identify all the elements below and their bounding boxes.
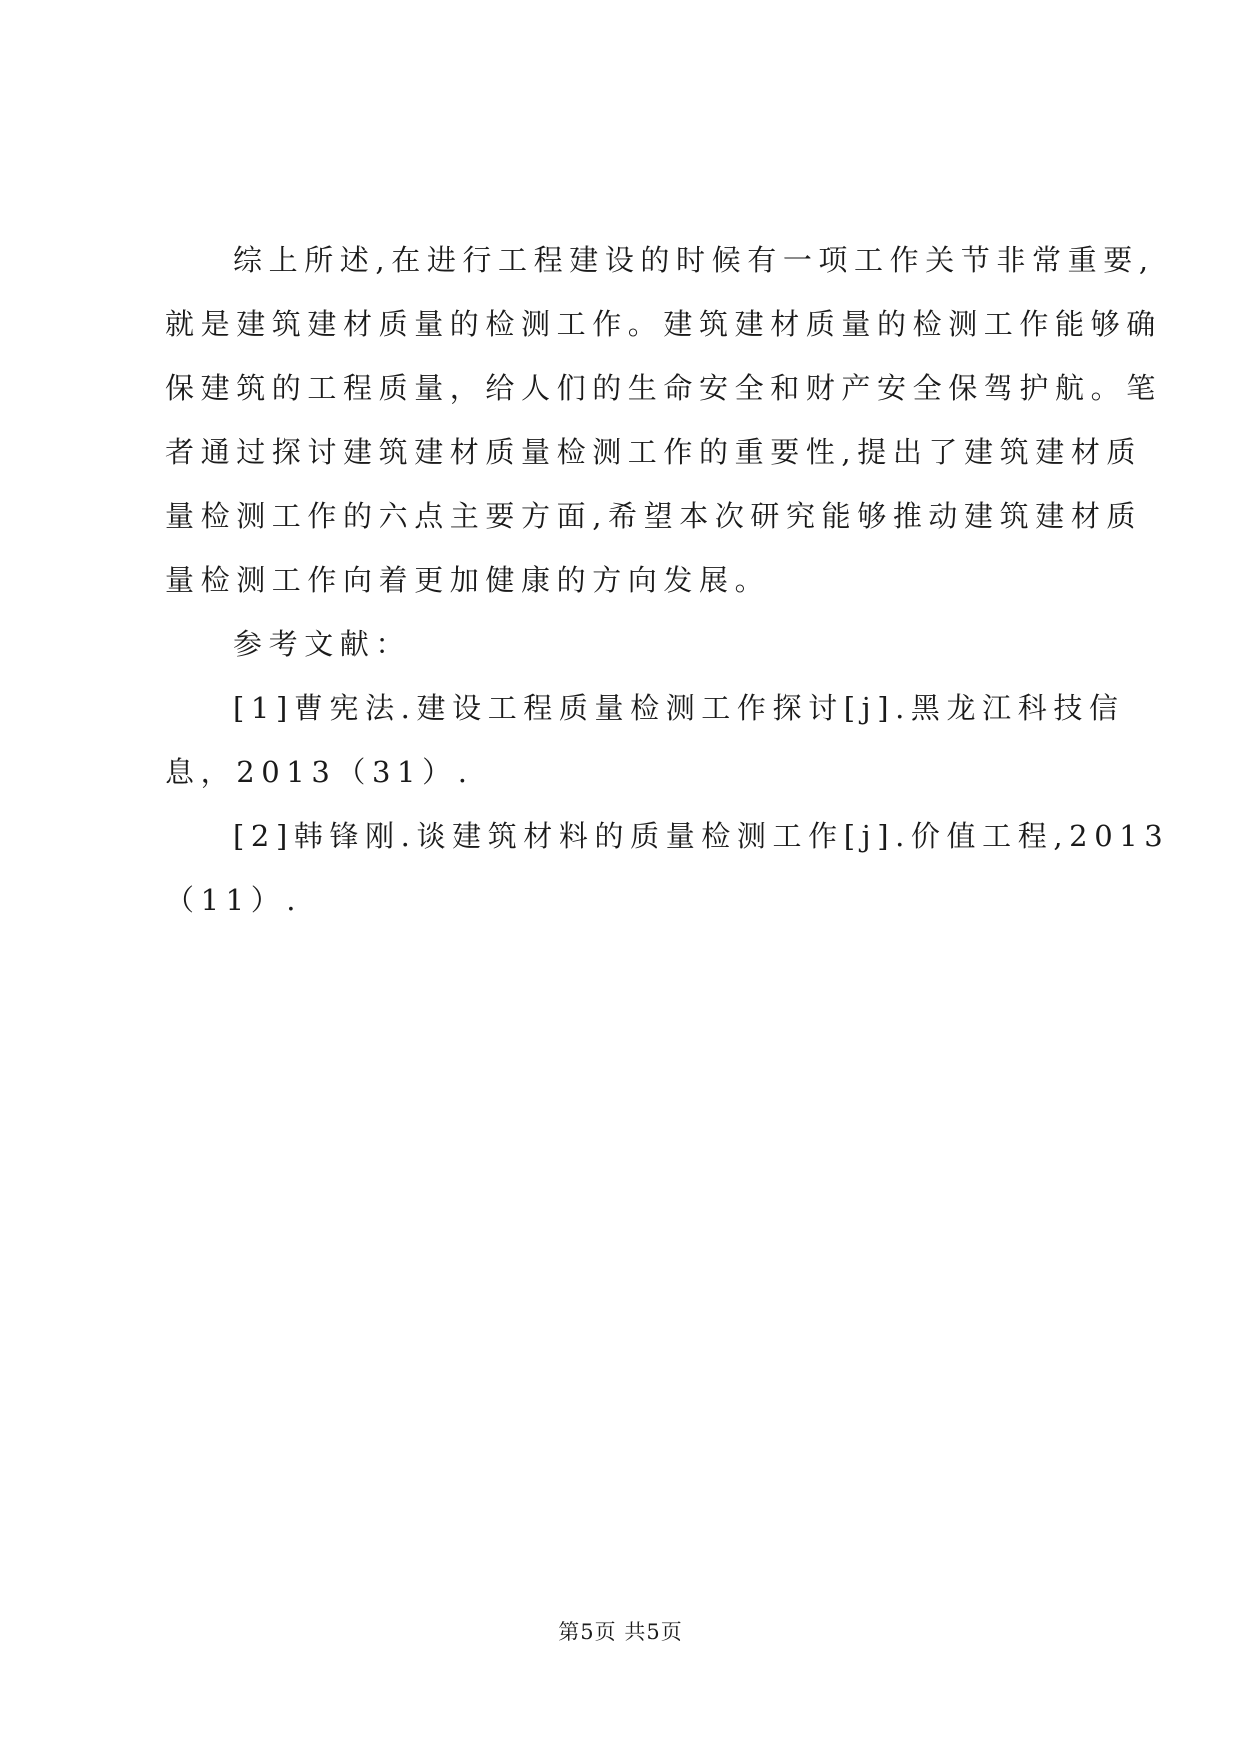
- conclusion-line: 量检测工作向着更加健康的方向发展。: [165, 563, 771, 597]
- reference-item-2-line-1: [2]韩锋刚.谈建筑材料的质量检测工作[j].价值工程,2013: [233, 819, 1170, 853]
- references-heading: 参考文献：: [233, 627, 412, 661]
- reference-item-2-line-2: （11）.: [165, 883, 303, 917]
- conclusion-line: 综上所述,在进行工程建设的时候有一项工作关节非常重要,: [233, 243, 1155, 277]
- body-text: [165, 228, 1170, 932]
- conclusion-line: 量检测工作的六点主要方面,希望本次研究能够推动建筑建材质: [165, 499, 1143, 533]
- conclusion-line: 就是建筑建材质量的检测工作。建筑建材质量的检测工作能够确: [165, 307, 1162, 341]
- reference-item-1-line-1: [1]曹宪法.建设工程质量检测工作探讨[j].黑龙江科技信: [233, 691, 1125, 725]
- conclusion-line: 者通过探讨建筑建材质量检测工作的重要性,提出了建筑建材质: [165, 435, 1143, 469]
- conclusion-line: 保建筑的工程质量，给人们的生命安全和财产安全保驾护航。笔: [165, 371, 1162, 405]
- page-number-footer: 第5页 共5页: [558, 1620, 683, 1644]
- reference-item-1-line-2: 息，2013（31）.: [165, 755, 474, 789]
